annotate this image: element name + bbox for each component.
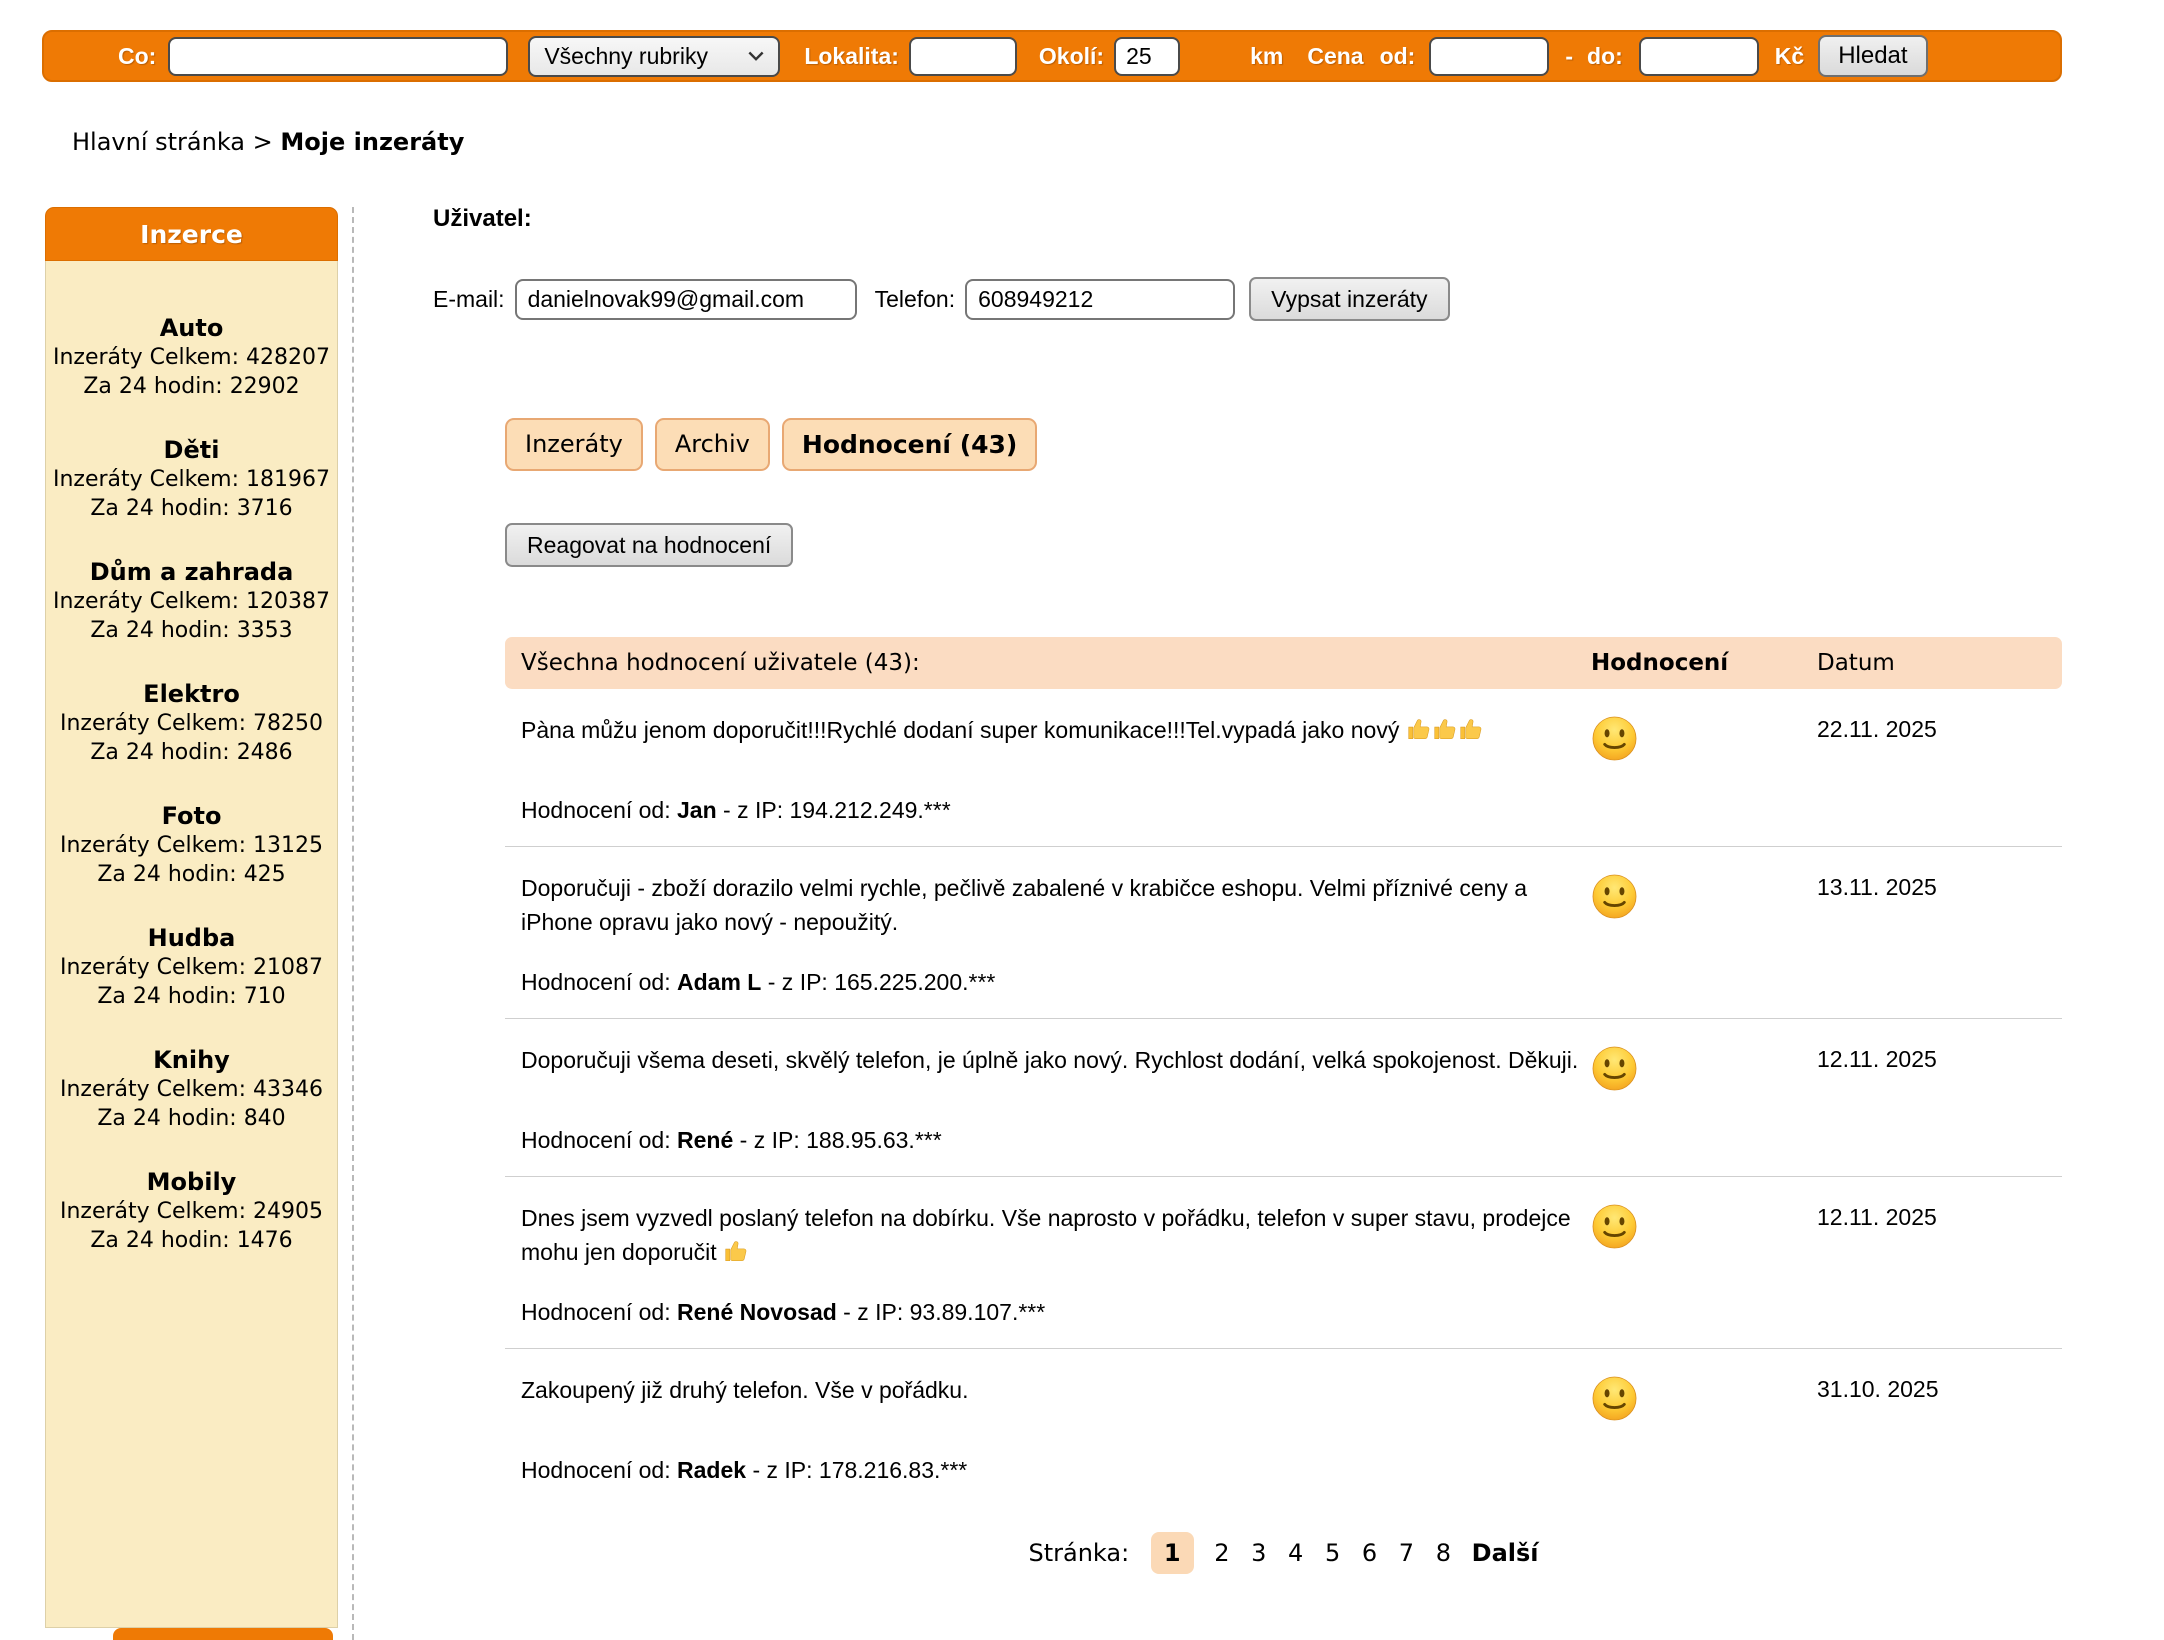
rating-author-line: Hodnocení od: Adam L - z IP: 165.225.200.***	[521, 969, 996, 995]
rating-author-line: Hodnocení od: Radek - z IP: 178.216.83.***	[521, 1457, 968, 1483]
category-link[interactable]: Knihy	[153, 1046, 230, 1074]
breadcrumb-home-link[interactable]: Hlavní stránka	[72, 128, 246, 156]
category-total: 24905	[253, 1199, 324, 1224]
ratings-table	[505, 637, 2062, 1506]
search-input[interactable]	[168, 37, 508, 76]
sidebar	[45, 207, 338, 1628]
rating-date: 13.11. 2025	[1817, 874, 1937, 900]
rating-text: Dnes jsem vyzvedl poslaný telefon na dobírku. Vše naprosto v pořádku, telefon v super stavu, prodejce mohu jen doporučit	[521, 1205, 1571, 1265]
breadcrumb-separator: >	[252, 128, 273, 156]
category-link[interactable]: Auto	[159, 314, 224, 342]
content-divider	[352, 207, 354, 1640]
category-select-value: Všechny rubriky	[544, 42, 708, 69]
rating-row	[505, 847, 2062, 1019]
ratings-header-date: Datum	[1817, 650, 1895, 676]
chevron-down-icon	[748, 51, 764, 62]
list-ads-button[interactable]: Vypsat inzeráty	[1249, 277, 1449, 321]
category-link[interactable]: Děti	[163, 436, 220, 464]
km-label: km	[1250, 42, 1284, 69]
category-link[interactable]: Mobily	[146, 1168, 237, 1196]
rating-date: 22.11. 2025	[1817, 716, 1937, 742]
pagination-page-5[interactable]: 5	[1324, 1539, 1341, 1567]
category-total: 78250	[253, 711, 324, 736]
rating-ip: 178.216.83.***	[818, 1457, 968, 1483]
smiley-rating-icon	[1591, 873, 1638, 920]
cena-do-label: do:	[1587, 42, 1623, 69]
rating-ip: 165.225.200.***	[834, 969, 996, 995]
smiley-rating-icon	[1591, 1375, 1638, 1422]
smiley-rating-icon	[1591, 1203, 1638, 1250]
thumbs-up-icon	[1406, 716, 1432, 742]
rating-author: Adam L	[677, 969, 762, 995]
rating-row	[505, 1349, 2062, 1506]
cena-od-label: od:	[1379, 42, 1416, 69]
category-total: 13125	[253, 833, 324, 858]
rating-date: 31.10. 2025	[1817, 1376, 1939, 1402]
thumbs-up-icon	[1458, 716, 1484, 742]
rating-author: René	[677, 1127, 734, 1153]
cena-do-input[interactable]	[1639, 37, 1759, 76]
pagination-page-6[interactable]: 6	[1361, 1539, 1378, 1567]
category-total: 43346	[253, 1077, 324, 1102]
search-button[interactable]: Hledat	[1818, 35, 1927, 77]
rating-ip: 188.95.63.***	[806, 1127, 942, 1153]
rating-text: Zakoupený již druhý telefon. Vše v pořádku.	[521, 1377, 969, 1403]
rating-row	[505, 1019, 2062, 1177]
search-bar	[42, 30, 2062, 82]
category-link[interactable]: Elektro	[143, 680, 240, 708]
category-total: 428207	[246, 345, 330, 370]
tab-hodnoceni[interactable]: Hodnocení (43)	[782, 418, 1037, 471]
rating-text: Pàna můžu jenom doporučit!!!Rychlé dodaní super komunikace!!!Tel.vypadá jako nový	[505, 713, 1581, 767]
rating-date: 12.11. 2025	[1817, 1204, 1937, 1230]
category-select[interactable]	[528, 36, 780, 77]
category-link[interactable]: Dům a zahrada	[89, 558, 294, 586]
sidebar-header: Inzerce	[45, 207, 338, 261]
phone-label: Telefon:	[874, 285, 956, 312]
ratings-header-rating: Hodnocení	[1591, 650, 1729, 676]
category-last24: 3716	[236, 496, 293, 521]
main-content	[433, 205, 2062, 1574]
pagination-label: Stránka:	[1028, 1539, 1130, 1567]
pagination-page-4[interactable]: 4	[1288, 1539, 1304, 1567]
lokalita-input[interactable]	[909, 37, 1017, 76]
tab-archiv[interactable]: Archiv	[655, 418, 770, 471]
email-field[interactable]	[515, 279, 857, 320]
category-total: 21087	[253, 955, 324, 980]
sidebar-category-foto: Foto Inzeráty Celkem: 13125 Za 24 hodin: 425	[46, 801, 337, 889]
kc-label: Kč	[1774, 42, 1805, 69]
category-last24: 2486	[236, 740, 293, 765]
sidebar-category-dum-a-zahrada: Dům a zahrada Inzeráty Celkem: 120387 Za 24 hodin: 3353	[46, 557, 337, 645]
rating-author: Jan	[677, 797, 717, 823]
category-link[interactable]: Foto	[161, 802, 222, 830]
pagination-page-3[interactable]: 3	[1251, 1539, 1267, 1567]
sidebar-category-auto: Auto Inzeráty Celkem: 428207 Za 24 hodin: 22902	[46, 313, 337, 401]
pagination-next-link[interactable]: Další	[1471, 1539, 1539, 1567]
pagination-page-7[interactable]: 7	[1398, 1539, 1415, 1567]
okoli-label: Okolí:	[1038, 42, 1105, 69]
okoli-input[interactable]	[1114, 37, 1180, 76]
thumbs-up-icon	[723, 1238, 749, 1264]
phone-field[interactable]	[965, 279, 1235, 320]
category-link[interactable]: Hudba	[147, 924, 236, 952]
rating-author: René Novosad	[677, 1299, 837, 1325]
sidebar-category-hudba: Hudba Inzeráty Celkem: 21087 Za 24 hodin: 710	[46, 923, 337, 1011]
category-last24: 3353	[236, 618, 293, 643]
rating-ip: 93.89.107.***	[909, 1299, 1046, 1325]
category-last24: 22902	[229, 374, 300, 399]
rating-author-line: Hodnocení od: René - z IP: 188.95.63.***	[521, 1127, 942, 1153]
breadcrumb	[72, 128, 464, 156]
co-label: Co:	[118, 42, 157, 69]
sidebar-category-deti: Děti Inzeráty Celkem: 181967 Za 24 hodin: 3716	[46, 435, 337, 523]
thumbs-up-icon	[1432, 716, 1458, 742]
category-total: 120387	[246, 589, 330, 614]
user-lookup-row	[433, 277, 2062, 321]
pagination-page-8[interactable]: 8	[1435, 1539, 1451, 1567]
category-last24: 425	[243, 862, 286, 887]
lokalita-label: Lokalita:	[804, 42, 899, 69]
category-total: 181967	[246, 467, 330, 492]
rating-date: 12.11. 2025	[1817, 1046, 1937, 1072]
next-section-header	[113, 1628, 333, 1640]
smiley-rating-icon	[1591, 715, 1638, 762]
category-last24: 1476	[236, 1228, 293, 1253]
pagination-current-page[interactable]: 1	[1151, 1532, 1194, 1574]
sidebar-category-mobily: Mobily Inzeráty Celkem: 24905 Za 24 hodin: 1476	[46, 1167, 337, 1255]
pagination-page-2[interactable]: 2	[1214, 1539, 1230, 1567]
breadcrumb-current: Moje inzeráty	[280, 128, 465, 156]
cena-label: Cena	[1307, 42, 1364, 69]
tab-inzeraty[interactable]: Inzeráty	[505, 418, 643, 471]
rating-author: Radek	[677, 1457, 747, 1483]
category-last24: 710	[243, 984, 286, 1009]
sidebar-body	[45, 261, 338, 1628]
react-to-rating-button[interactable]: Reagovat na hodnocení	[505, 523, 793, 567]
cena-od-input[interactable]	[1429, 37, 1549, 76]
rating-row	[505, 1177, 2062, 1349]
rating-text: Doporučuji všema deseti, skvělý telefon, je úplně jako nový. Rychlost dodání, velká spokojenost. Děkuji.	[521, 1047, 1579, 1073]
tabs	[505, 418, 2062, 471]
rating-row	[505, 689, 2062, 847]
rating-text: Doporučuji - zboží dorazilo velmi rychle, pečlivě zabalené v krabičce eshopu. Velmi příznivé ceny a iPhone opravu jako nový - nepoužitý.	[521, 875, 1528, 935]
rating-author-line: Hodnocení od: Jan - z IP: 194.212.249.***	[521, 797, 951, 823]
cena-dash: -	[1565, 42, 1574, 69]
category-last24: 840	[243, 1106, 286, 1131]
pagination	[505, 1532, 2062, 1574]
rating-ip: 194.212.249.***	[789, 797, 951, 823]
user-section-title: Uživatel:	[433, 205, 532, 232]
smiley-rating-icon	[1591, 1045, 1638, 1092]
email-label: E-mail:	[433, 285, 505, 312]
ratings-header-all: Všechna hodnocení uživatele (43):	[521, 650, 920, 676]
rating-author-line: Hodnocení od: René Novosad - z IP: 93.89.107.***	[521, 1299, 1046, 1325]
sidebar-category-elektro: Elektro Inzeráty Celkem: 78250 Za 24 hodin: 2486	[46, 679, 337, 767]
ratings-header	[505, 637, 2062, 689]
sidebar-category-knihy: Knihy Inzeráty Celkem: 43346 Za 24 hodin: 840	[46, 1045, 337, 1133]
